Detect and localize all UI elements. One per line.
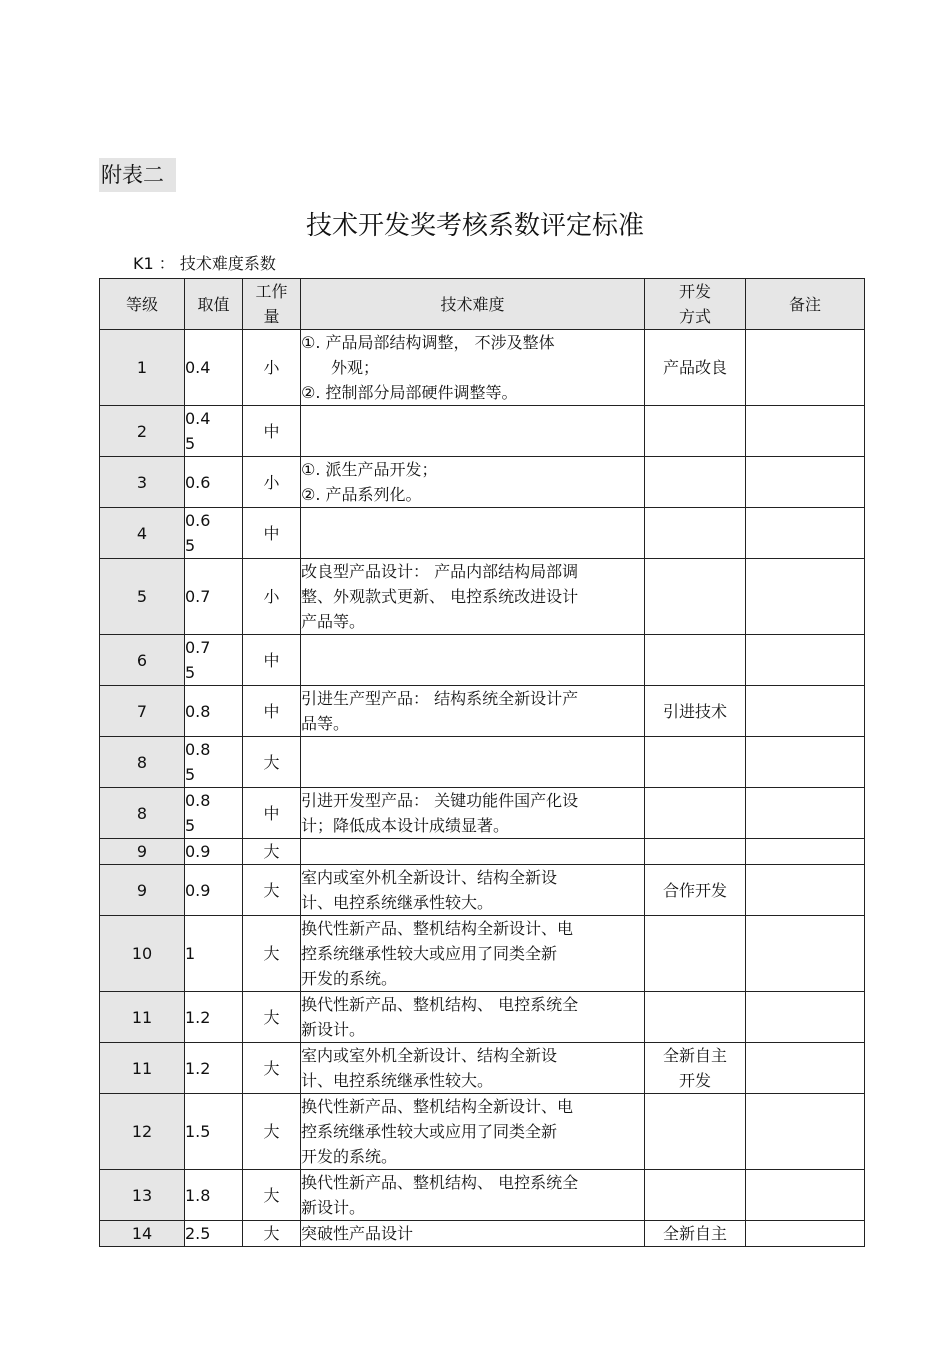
method-cell — [645, 406, 746, 457]
difficulty-line: 外观； — [331, 358, 380, 377]
workload-cell: 中 — [243, 635, 301, 686]
difficulty-cell — [301, 1043, 645, 1094]
grade-cell: 4 — [100, 508, 185, 559]
value-text: 1.8 — [185, 1185, 211, 1205]
grade-cell: 11 — [100, 1043, 185, 1094]
value-text: 0.6 — [185, 472, 211, 492]
workload-cell: 大 — [243, 1170, 301, 1221]
method-cell — [645, 865, 746, 916]
difficulty-coefficient-table — [99, 278, 865, 1247]
workload-cell: 大 — [243, 916, 301, 992]
value-text: 0.9 — [185, 880, 211, 900]
grade-cell: 13 — [100, 1170, 185, 1221]
difficulty-line: 换代性新产品、整机结构、 电控系统全 — [301, 1173, 579, 1192]
difficulty-line: 引进开发型产品： 关键功能件国产化设 — [301, 791, 579, 810]
difficulty-cell — [301, 406, 645, 457]
table-row — [100, 330, 865, 406]
table-row — [100, 406, 865, 457]
appendix-label: 附表二 — [99, 158, 176, 192]
table-row — [100, 916, 865, 992]
note-cell — [746, 992, 865, 1043]
value-cell — [185, 1221, 243, 1247]
difficulty-cell — [301, 1170, 645, 1221]
method-cell — [645, 1094, 746, 1170]
grade-cell: 2 — [100, 406, 185, 457]
workload-cell: 大 — [243, 992, 301, 1043]
method-cell — [645, 839, 746, 865]
grade-cell: 9 — [100, 839, 185, 865]
difficulty-cell — [301, 635, 645, 686]
difficulty-line: ②. 产品系列化。 — [301, 485, 422, 504]
header-method-line2: 方式 — [678, 307, 711, 326]
grade-cell: 1 — [100, 330, 185, 406]
note-cell — [746, 508, 865, 559]
method-cell — [645, 508, 746, 559]
header-grade: 等级 — [100, 279, 185, 330]
note-cell — [746, 406, 865, 457]
note-cell — [746, 559, 865, 635]
table-body — [100, 330, 865, 1247]
value-cell — [185, 635, 243, 686]
header-value: 取值 — [185, 279, 243, 330]
header-difficulty: 技术难度 — [301, 279, 645, 330]
note-cell — [746, 1043, 865, 1094]
workload-cell: 大 — [243, 1043, 301, 1094]
header-note: 备注 — [746, 279, 865, 330]
difficulty-line: 突破性产品设计 — [301, 1224, 414, 1243]
difficulty-line: 新设计。 — [301, 1020, 366, 1039]
table-row — [100, 1221, 865, 1247]
note-cell — [746, 1094, 865, 1170]
table-row — [100, 737, 865, 788]
difficulty-line: 引进生产型产品： 结构系统全新设计产 — [301, 689, 579, 708]
value-cell — [185, 406, 243, 457]
table-subtitle: K1 ： 技术难度系数 — [133, 254, 276, 273]
value-cell — [185, 737, 243, 788]
method-cell — [645, 737, 746, 788]
table-header-row — [100, 279, 865, 330]
header-load-line1: 工作 — [255, 282, 288, 301]
value-text: 0.8 — [185, 701, 211, 721]
workload-cell: 大 — [243, 737, 301, 788]
table-row — [100, 508, 865, 559]
header-load — [243, 279, 301, 330]
method-cell — [645, 330, 746, 406]
grade-cell: 11 — [100, 992, 185, 1043]
difficulty-cell — [301, 686, 645, 737]
difficulty-line: 控系统继承性较大或应用了同类全新 — [301, 1122, 558, 1141]
difficulty-cell — [301, 916, 645, 992]
grade-cell: 10 — [100, 916, 185, 992]
value-text: 0.8 5 — [185, 740, 211, 784]
grade-cell: 8 — [100, 737, 185, 788]
value-cell — [185, 1170, 243, 1221]
workload-cell: 大 — [243, 865, 301, 916]
workload-cell: 大 — [243, 1221, 301, 1247]
workload-cell: 小 — [243, 330, 301, 406]
table-row — [100, 839, 865, 865]
method-cell — [645, 635, 746, 686]
difficulty-line: 改良型产品设计： 产品内部结构局部调 — [301, 562, 579, 581]
difficulty-cell — [301, 839, 645, 865]
method-cell — [645, 1221, 746, 1247]
method-text: 全新自主 开发 — [662, 1046, 727, 1090]
note-cell — [746, 788, 865, 839]
difficulty-cell — [301, 508, 645, 559]
difficulty-line: 控系统继承性较大或应用了同类全新 — [301, 944, 558, 963]
method-text: 产品改良 — [662, 358, 727, 377]
method-cell — [645, 992, 746, 1043]
value-cell — [185, 1043, 243, 1094]
difficulty-line: 开发的系统。 — [301, 969, 398, 988]
table-row — [100, 1170, 865, 1221]
value-text: 1.5 — [185, 1122, 211, 1141]
grade-cell: 14 — [100, 1221, 185, 1247]
method-cell — [645, 1043, 746, 1094]
note-cell — [746, 1170, 865, 1221]
grade-cell: 3 — [100, 457, 185, 508]
value-text: 0.9 — [185, 842, 211, 861]
difficulty-cell — [301, 1094, 645, 1170]
grade-cell: 5 — [100, 559, 185, 635]
table-row — [100, 788, 865, 839]
value-cell — [185, 330, 243, 406]
difficulty-line: 换代性新产品、整机结构、 电控系统全 — [301, 995, 579, 1014]
workload-cell: 中 — [243, 508, 301, 559]
value-cell — [185, 686, 243, 737]
value-text: 0.6 5 — [185, 511, 211, 555]
grade-cell: 9 — [100, 865, 185, 916]
value-text: 2.5 — [185, 1224, 211, 1243]
method-cell — [645, 686, 746, 737]
difficulty-line: 室内或室外机全新设计、结构全新设 — [301, 868, 558, 887]
workload-cell: 中 — [243, 788, 301, 839]
workload-cell: 小 — [243, 457, 301, 508]
difficulty-cell — [301, 559, 645, 635]
difficulty-cell — [301, 457, 645, 508]
value-text: 0.8 5 — [185, 791, 211, 835]
difficulty-line: 开发的系统。 — [301, 1147, 398, 1166]
difficulty-line: 产品等。 — [301, 612, 366, 631]
note-cell — [746, 865, 865, 916]
method-cell — [645, 788, 746, 839]
page-title: 技术开发奖考核系数评定标准 — [305, 211, 644, 241]
value-text: 0.7 5 — [185, 638, 211, 682]
grade-cell: 6 — [100, 635, 185, 686]
workload-cell: 中 — [243, 686, 301, 737]
value-cell — [185, 457, 243, 508]
difficulty-cell — [301, 330, 645, 406]
table-row — [100, 686, 865, 737]
table-row — [100, 559, 865, 635]
note-cell — [746, 457, 865, 508]
note-cell — [746, 635, 865, 686]
table-row — [100, 865, 865, 916]
difficulty-line: 计、电控系统继承性较大。 — [301, 1071, 494, 1090]
note-cell — [746, 737, 865, 788]
difficulty-cell — [301, 1221, 645, 1247]
value-text: 1 — [185, 944, 196, 963]
difficulty-cell — [301, 992, 645, 1043]
note-cell — [746, 916, 865, 992]
note-cell — [746, 330, 865, 406]
grade-cell: 7 — [100, 686, 185, 737]
header-method-line1: 开发 — [678, 282, 711, 301]
workload-cell: 大 — [243, 839, 301, 865]
method-cell — [645, 457, 746, 508]
difficulty-line: 整、外观款式更新、 电控系统改进设计 — [301, 587, 579, 606]
note-cell — [746, 1221, 865, 1247]
table-row — [100, 1043, 865, 1094]
value-text: 0.7 — [185, 587, 211, 606]
workload-cell: 大 — [243, 1094, 301, 1170]
difficulty-line: 室内或室外机全新设计、结构全新设 — [301, 1046, 558, 1065]
value-text: 0.4 — [185, 358, 211, 377]
grade-cell: 8 — [100, 788, 185, 839]
difficulty-line: ②. 控制部分局部硬件调整等。 — [301, 383, 518, 402]
difficulty-line: 新设计。 — [301, 1198, 366, 1217]
value-cell — [185, 559, 243, 635]
difficulty-line: 品等。 — [301, 714, 350, 733]
workload-cell: 中 — [243, 406, 301, 457]
method-cell — [645, 559, 746, 635]
table-row — [100, 1094, 865, 1170]
header-load-line2: 量 — [263, 307, 280, 326]
value-cell — [185, 1094, 243, 1170]
method-text: 全新自主 — [662, 1224, 727, 1243]
note-cell — [746, 839, 865, 865]
method-cell — [645, 1170, 746, 1221]
difficulty-line: ①. 产品局部结构调整， 不涉及整体 — [301, 333, 555, 352]
value-cell — [185, 839, 243, 865]
difficulty-cell — [301, 737, 645, 788]
header-method — [645, 279, 746, 330]
value-cell — [185, 788, 243, 839]
table-row — [100, 635, 865, 686]
table-row — [100, 457, 865, 508]
value-text: 1.2 — [185, 1007, 211, 1027]
difficulty-line: 换代性新产品、整机结构全新设计、电 — [301, 919, 574, 938]
difficulty-cell — [301, 788, 645, 839]
difficulty-line: 换代性新产品、整机结构全新设计、电 — [301, 1097, 574, 1116]
method-text: 引进技术 — [662, 701, 727, 721]
grade-cell: 12 — [100, 1094, 185, 1170]
value-cell — [185, 865, 243, 916]
difficulty-line: 计；降低成本设计成绩显著。 — [301, 816, 510, 835]
value-text: 0.4 5 — [185, 409, 211, 453]
method-cell — [645, 916, 746, 992]
value-cell — [185, 916, 243, 992]
value-cell — [185, 992, 243, 1043]
value-cell — [185, 508, 243, 559]
difficulty-line: ①. 派生产品开发； — [301, 460, 438, 479]
difficulty-line: 计、电控系统继承性较大。 — [301, 893, 494, 912]
workload-cell: 小 — [243, 559, 301, 635]
method-text: 合作开发 — [662, 880, 727, 900]
value-text: 1.2 — [185, 1058, 211, 1078]
difficulty-cell — [301, 865, 645, 916]
note-cell — [746, 686, 865, 737]
table-row — [100, 992, 865, 1043]
